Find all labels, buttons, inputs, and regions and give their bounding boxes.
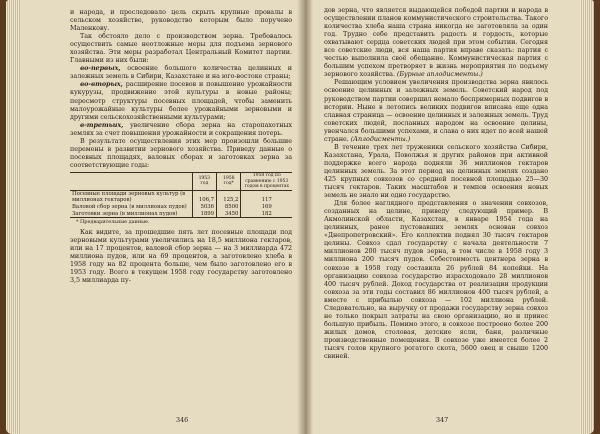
measure-2-text: расширение посевов и повышение урожайности кукурузы, продвижение этой культуры в новые районы; пересмотр структуры посевных площадей, чтобы заменить малоурожайные культуры более урожайными зерновыми и другими сельскохозяйственными культурами;	[70, 80, 292, 121]
table-cell: 3450	[217, 211, 241, 218]
table-cell: Заготовки зерна (в миллионах пудов)	[72, 210, 178, 217]
applause-note: (Аплодисменты.)	[348, 134, 411, 143]
table-cell: Посевные площади зерновых культур (в миллионах гектаров)	[72, 190, 186, 204]
measure-2	[70, 80, 292, 120]
table-cell: 8500	[217, 204, 241, 211]
right-paragraph-1-text: дов зерна, что является выдающейся победой партии и народа в осуществлении планов коммунистического строительства. Такого количества хлеба наша страна никогда не заготовляла за один год. Трудно себе представить радость и гордость, которые охватывают сердца советских людей при этом событии. Сегодня все советские люди, вся наша партия вправе сказать: партия с честью выполнила своё обещание. Коммунистическая партия с большим успехом претворяет в жизнь мероприятия по подъему зернового хозяйства.	[324, 6, 548, 79]
right-paragraph-3: В течение трех лет труженики сельского хозяйства Сибири, Казахстана, Урала, Поволжья и других районов при активной поддержке всего народа подняли 36 миллионов гектаров целинных земель. За этот период на целинных землях создано 425 крупных совхозов со средней посевной площадью 25—30 тысяч гектаров. Таких масштабов и темпов освоения новых земель не знало ни одно государство.	[324, 142, 548, 200]
table-header-cell: 1953 год	[192, 172, 216, 190]
right-paragraph-1	[324, 6, 548, 78]
left-page	[70, 0, 292, 434]
measure-1	[70, 64, 292, 80]
right-paragraph-2-text: Решающим условием увеличения производства зерна явилось освоение целинных и залежных земель. Советский народ под руководством партии совершил немало беспримерных подвигов в истории. Ныне в летопись великих подвигов вписана еще одна славная страница — освоение целинных и залежных земель. Труд советских людей, посланных народом на освоение целины, увенчался большими успехами, и слава о них идет по всей нашей стране.	[324, 78, 548, 143]
table-row	[70, 211, 292, 218]
page-edges-right	[580, 0, 594, 434]
left-paragraph-1: и народа, и преследовало цель скрыть крупные провалы в сельском хозяйстве, руководство которым было поручено Маленкову.	[70, 8, 292, 33]
table-header-cell: 1958 год*	[217, 172, 241, 190]
table-cell: 106,7	[192, 190, 216, 204]
right-paragraph-4: Для более наглядного представления о значении совхозов, созданных на целине, приведу следующий пример. В Акмолинской области, Казахстан, в январе 1954 года на целинных, ранее пустовавших землях основан совхоз «Днепропетровский». Его коллектив поднял 30 тысяч гектаров целины. Совхоз сдал государству с начала деятельности 7 миллионов 200 тысяч пудов зерна, в том числе в 1958 году 3 миллиона 200 тысяч пудов. Себестоимость центнера зерна в совхозе в 1958 году составила 26 рублей 84 копейки. На организацию совхоза государство израсходовало 28 миллионов 400 тысяч рублей. Доход государства от реализации продукции совхоза за эти годы составил 86 миллионов 400 тысяч рублей, а вместе с прибылью совхоза — 102 миллиона рублей. Следовательно, на выручку от продажи государству зерна совхоз не только покрыл затраты на свою организацию, но и принес большую прибыль. Помимо этого, в совхозе построено более 200 жилых домов, столовая, детские ясли, баня, различные производственные помещения. В совхозе уже имеется более 2 тысяч голов крупного рогатого скота, 5600 овец и свыше 1200 свиней.	[324, 199, 548, 361]
measure-2-lead: во-вторых,	[80, 80, 123, 89]
applause-note: (Бурные аплодисменты.)	[394, 70, 483, 79]
page-edges-left	[6, 0, 20, 434]
measure-3	[70, 121, 292, 137]
table-cell: 182	[241, 211, 292, 218]
right-page	[324, 0, 548, 434]
table-header-cell: 1958 год по сравнению с 1953 годом в процентах	[241, 172, 292, 190]
table-footnote: * Предварительные данные.	[76, 219, 150, 226]
left-paragraph-2: Так обстояло дело с производством зерна. Требовалось осуществить самые неотложные меры для подъема зернового хозяйства. Эти меры разработал Центральный Комитет партии. Главными из них были:	[70, 32, 292, 65]
left-paragraph-3: В результате осуществления этих мер произошли большие перемены в развитии зернового хозяйства. Приведу данные о посевных площадях, валовых сборах и заготовках зерна за соответствующие годы:	[70, 136, 292, 169]
open-book	[6, 0, 594, 434]
left-paragraph-4: Как видите, за прошедшие пять лет посевные площади под зерновыми культурами увеличились на 18,5 миллиона гектаров, или на 17 процентов, валовой сбор зерна — на 3 миллиарда 472 миллиона пудов, или на 69 процентов, а заготовлено хлеба в 1958 году на 82 процента больше, чем было заготовлено его в 1953 году. Всего в текущем 1958 году государству заготовлено 3,5 миллиарда пу-	[70, 228, 292, 285]
right-paragraph-2	[324, 78, 548, 142]
table-cell: 5036	[192, 204, 216, 211]
right-page-number: 347	[436, 416, 449, 424]
grain-statistics-table	[70, 172, 292, 218]
table-cell: 117	[241, 190, 292, 204]
table-row	[70, 190, 292, 204]
table-cell: 169	[241, 204, 292, 211]
measure-3-text: увеличение сбора зерна на старопахотных землях за счет повышения урожайности и сокращения потерь.	[70, 120, 292, 137]
table-cell: Валовой сбор зерна (в миллионах пудов)	[72, 203, 187, 210]
table-cell: 125,2	[217, 190, 241, 204]
table-header-row	[70, 172, 292, 190]
table-header-cell	[70, 172, 192, 190]
table-row	[70, 204, 292, 211]
measure-1-text: освоение большого количества целинных и залежных земель в Сибири, Казахстане и на юго-востоке страны;	[70, 64, 292, 81]
table-cell: 1899	[192, 211, 216, 218]
measure-1-lead: во-первых,	[80, 64, 121, 73]
measure-3-lead: в-третьих,	[80, 120, 124, 129]
book-gutter	[297, 0, 313, 434]
left-page-number: 346	[176, 416, 189, 424]
